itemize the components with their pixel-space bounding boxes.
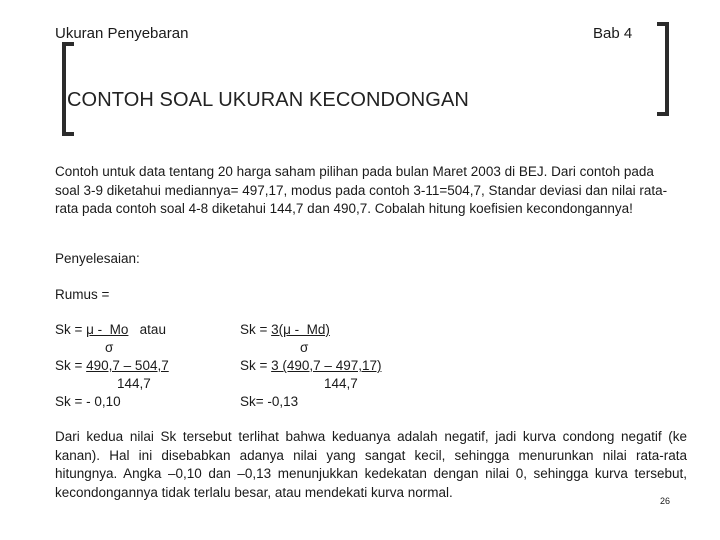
right-formula-line3: Sk = 3 (490,7 – 497,17) — [240, 358, 382, 373]
solution-label: Penyelesaian: — [55, 251, 140, 266]
left-formula-result: Sk = - 0,10 — [55, 394, 121, 409]
right-bracket-decoration — [657, 22, 669, 116]
header-chapter-number: Bab 4 — [593, 25, 633, 42]
left-formula-line3: Sk = 490,7 – 504,7 — [55, 358, 169, 373]
left-formula-line1: Sk = μ - Mo atau — [55, 322, 166, 337]
slide-title: CONTOH SOAL UKURAN KECONDONGAN — [67, 89, 469, 111]
right-formula-denominator: 144,7 — [324, 376, 358, 391]
left-formula-sigma: σ — [105, 340, 114, 355]
page-number: 26 — [660, 496, 671, 506]
right-formula-sigma: σ — [300, 340, 309, 355]
left-formula-denominator: 144,7 — [117, 376, 151, 391]
intro-paragraph: Contoh untuk data tentang 20 harga saham pilihan pada bulan Maret 2003 di BEJ. Dari contoh pada soal 3-9 diketahui mediannya= 497,17, modus pada contoh 3-11=504,7, Standar deviasi dan nilai rata-rata pada contoh soal 4-8 diketahui 144,7 dan 490,7. Cobalah hitung koefisien kecondongannya! — [55, 164, 668, 216]
right-formula-line1: Sk = 3(μ - Md) — [240, 322, 330, 337]
header-chapter-title: Ukuran Penyebaran — [55, 25, 189, 42]
formula-label: Rumus = — [55, 287, 110, 302]
conclusion-paragraph: Dari kedua nilai Sk tersebut terlihat bahwa keduanya adalah negatif, jadi kurva condong negatif (ke kanan). Hal ini disebabkan adanya nilai yang sangat kecil, sehingga menurunkan nilai rata-rata hitungnya. Angka –0,10 dan –0,13 menunjukkan kedekatan dengan nilai 0, sehingga kurva tersebut, kecondongannya tidak terlalu besar, atau mendekati kurva normal. — [55, 429, 687, 500]
right-formula-result: Sk= -0,13 — [240, 394, 299, 409]
